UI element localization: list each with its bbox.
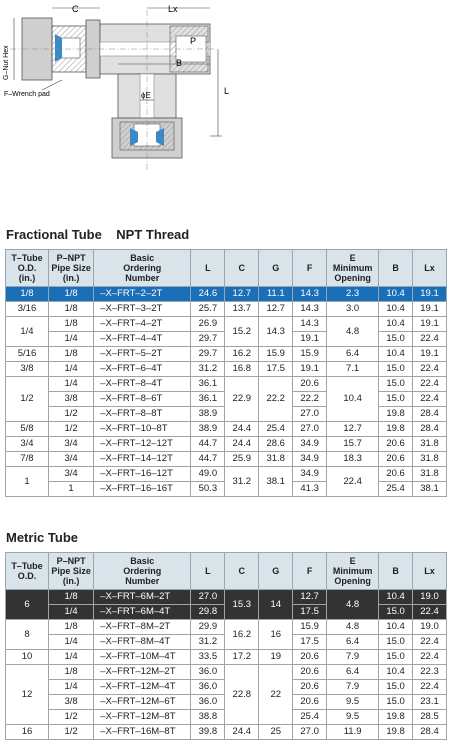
cell-lx: 28.4 xyxy=(413,407,447,422)
table-header-row xyxy=(6,250,447,287)
cell-p: 1 xyxy=(48,482,93,497)
cell-c: 16.8 xyxy=(225,362,259,377)
cell-t: 16 xyxy=(6,725,49,740)
column-header: F xyxy=(293,553,327,590)
fractional-row xyxy=(6,452,447,467)
cell-e: 4.8 xyxy=(327,620,379,635)
cell-e: 4.8 xyxy=(327,317,379,347)
cell-t: 7/8 xyxy=(6,452,49,467)
cell-l: 44.7 xyxy=(191,437,225,452)
cell-num: –X–FRT–12–12T xyxy=(94,437,191,452)
metric-title: Metric Tube xyxy=(6,530,78,545)
cell-l: 29.7 xyxy=(191,347,225,362)
fractional-row xyxy=(6,287,447,302)
cell-num: –X–FRT–4–2T xyxy=(94,317,191,332)
cell-l: 29.7 xyxy=(191,332,225,347)
cell-b: 19.8 xyxy=(379,710,413,725)
cell-g: 22 xyxy=(259,665,293,725)
cell-b: 15.0 xyxy=(379,377,413,392)
cell-lx: 31.8 xyxy=(413,467,447,482)
cell-l: 25.7 xyxy=(191,302,225,317)
cell-f: 20.6 xyxy=(293,695,327,710)
cell-c: 31.2 xyxy=(225,467,259,497)
cell-f: 22.2 xyxy=(293,392,327,407)
table-header-row xyxy=(6,553,447,590)
cell-b: 10.4 xyxy=(379,287,413,302)
cell-b: 10.4 xyxy=(379,302,413,317)
cell-l: 29.9 xyxy=(191,620,225,635)
cell-f: 41.3 xyxy=(293,482,327,497)
cell-f: 17.5 xyxy=(293,635,327,650)
column-header: E Minimum Opening xyxy=(327,553,379,590)
cell-e: 3.0 xyxy=(327,302,379,317)
cell-g: 28.6 xyxy=(259,437,293,452)
cell-num: –X–FRT–12M–8T xyxy=(94,710,191,725)
cell-c: 16.2 xyxy=(225,347,259,362)
cell-c: 24.4 xyxy=(225,437,259,452)
cell-b: 20.6 xyxy=(379,467,413,482)
cell-b: 15.0 xyxy=(379,332,413,347)
column-header: B xyxy=(379,250,413,287)
cell-p: 1/8 xyxy=(48,665,93,680)
fractional-title: Fractional Tube NPT Thread xyxy=(6,227,190,242)
cell-lx: 22.4 xyxy=(413,377,447,392)
cell-lx: 38.1 xyxy=(413,482,447,497)
cell-p: 3/8 xyxy=(48,392,93,407)
cell-num: –X–FRT–8M–4T xyxy=(94,635,191,650)
cell-f: 14.3 xyxy=(293,287,327,302)
cell-e: 18.3 xyxy=(327,452,379,467)
cell-g: 11.1 xyxy=(259,287,293,302)
cell-f: 17.5 xyxy=(293,605,327,620)
cell-p: 1/4 xyxy=(48,635,93,650)
column-header: Basic Ordering Number xyxy=(94,250,191,287)
cell-f: 19.1 xyxy=(293,332,327,347)
cell-e: 12.7 xyxy=(327,422,379,437)
cell-f: 25.4 xyxy=(293,710,327,725)
cell-num: –X–FRT–16M–8T xyxy=(94,725,191,740)
label-e: ϕE xyxy=(141,91,151,100)
cell-lx: 22.4 xyxy=(413,680,447,695)
cell-l: 31.2 xyxy=(191,635,225,650)
cell-e: 2.3 xyxy=(327,287,379,302)
cell-b: 20.6 xyxy=(379,452,413,467)
cell-t: 3/16 xyxy=(6,302,49,317)
cell-e: 9.5 xyxy=(327,710,379,725)
cell-num: –X–FRT–6M–2T xyxy=(94,590,191,605)
column-header: T–Tube O.D. (in.) xyxy=(6,250,49,287)
fractional-row xyxy=(6,467,447,482)
cell-t: 1 xyxy=(6,467,49,497)
cell-lx: 22.4 xyxy=(413,635,447,650)
cell-c: 16.2 xyxy=(225,620,259,650)
metric-table xyxy=(5,552,447,740)
cell-num: –X–FRT–12M–6T xyxy=(94,695,191,710)
cell-num: –X–FRT–8–4T xyxy=(94,377,191,392)
cell-l: 38.9 xyxy=(191,407,225,422)
cell-lx: 28.5 xyxy=(413,710,447,725)
cell-g: 22.2 xyxy=(259,377,293,422)
cell-num: –X–FRT–2–2T xyxy=(94,287,191,302)
cell-l: 26.9 xyxy=(191,317,225,332)
cell-f: 34.9 xyxy=(293,452,327,467)
cell-b: 20.6 xyxy=(379,437,413,452)
cell-g: 16 xyxy=(259,620,293,650)
column-header: Basic Ordering Number xyxy=(94,553,191,590)
column-header: Lx xyxy=(413,553,447,590)
cell-b: 15.0 xyxy=(379,635,413,650)
cell-g: 25 xyxy=(259,725,293,740)
cell-g: 31.8 xyxy=(259,452,293,467)
cell-f: 27.0 xyxy=(293,725,327,740)
cell-t: 1/4 xyxy=(6,317,49,347)
cell-b: 10.4 xyxy=(379,347,413,362)
cell-b: 15.0 xyxy=(379,680,413,695)
metric-row xyxy=(6,665,447,680)
cell-p: 3/4 xyxy=(48,467,93,482)
cell-c: 22.8 xyxy=(225,665,259,725)
cell-num: –X–FRT–8–6T xyxy=(94,392,191,407)
cell-num: –X–FRT–12M–4T xyxy=(94,680,191,695)
cell-f: 19.1 xyxy=(293,362,327,377)
metric-row xyxy=(6,650,447,665)
cell-t: 3/4 xyxy=(6,437,49,452)
cell-g: 17.5 xyxy=(259,362,293,377)
cell-l: 36.1 xyxy=(191,377,225,392)
cell-l: 29.8 xyxy=(191,605,225,620)
column-header: G xyxy=(259,553,293,590)
cell-lx: 22.3 xyxy=(413,665,447,680)
cell-f: 15.9 xyxy=(293,620,327,635)
cell-lx: 19.1 xyxy=(413,317,447,332)
label-b: B xyxy=(176,58,183,68)
metric-row xyxy=(6,590,447,605)
cell-c: 25.9 xyxy=(225,452,259,467)
cell-b: 15.0 xyxy=(379,650,413,665)
cell-num: –X–FRT–3–2T xyxy=(94,302,191,317)
cell-l: 36.0 xyxy=(191,695,225,710)
cell-b: 15.0 xyxy=(379,392,413,407)
cell-num: –X–FRT–6–4T xyxy=(94,362,191,377)
column-header: L xyxy=(191,250,225,287)
cell-lx: 22.4 xyxy=(413,362,447,377)
cell-t: 6 xyxy=(6,590,49,620)
column-header: P–NPT Pipe Size (in.) xyxy=(48,553,93,590)
column-header: C xyxy=(225,250,259,287)
fractional-row xyxy=(6,362,447,377)
cell-b: 15.0 xyxy=(379,605,413,620)
cell-l: 50.3 xyxy=(191,482,225,497)
cell-p: 1/2 xyxy=(48,725,93,740)
cell-e: 7.1 xyxy=(327,362,379,377)
column-header: C xyxy=(225,553,259,590)
column-header: T–Tube O.D. xyxy=(6,553,49,590)
cell-b: 19.8 xyxy=(379,725,413,740)
cell-e: 22.4 xyxy=(327,467,379,497)
cell-p: 1/8 xyxy=(48,287,93,302)
cell-l: 36.1 xyxy=(191,392,225,407)
cell-l: 31.2 xyxy=(191,362,225,377)
cell-lx: 19.0 xyxy=(413,620,447,635)
cell-lx: 19.0 xyxy=(413,590,447,605)
cell-t: 5/8 xyxy=(6,422,49,437)
cell-b: 10.4 xyxy=(379,620,413,635)
column-header: P–NPT Pipe Size (in.) xyxy=(48,250,93,287)
cell-lx: 28.4 xyxy=(413,725,447,740)
fractional-table xyxy=(5,249,447,497)
cell-l: 44.7 xyxy=(191,452,225,467)
label-p: P xyxy=(190,36,197,46)
cell-g: 14 xyxy=(259,590,293,620)
cell-t: 1/2 xyxy=(6,377,49,422)
metric-row xyxy=(6,725,447,740)
cell-b: 15.0 xyxy=(379,362,413,377)
cell-t: 5/16 xyxy=(6,347,49,362)
cell-e: 4.8 xyxy=(327,590,379,620)
cell-b: 15.0 xyxy=(379,695,413,710)
cell-p: 1/4 xyxy=(48,650,93,665)
cell-g: 38.1 xyxy=(259,467,293,497)
cell-l: 49.0 xyxy=(191,467,225,482)
cell-num: –X–FRT–16–16T xyxy=(94,482,191,497)
cell-p: 3/4 xyxy=(48,452,93,467)
cell-p: 3/4 xyxy=(48,437,93,452)
cell-p: 1/2 xyxy=(48,710,93,725)
fitting-drawing xyxy=(0,0,452,200)
cell-p: 1/8 xyxy=(48,590,93,605)
cell-b: 10.4 xyxy=(379,665,413,680)
column-header: F xyxy=(293,250,327,287)
cell-num: –X–FRT–6M–4T xyxy=(94,605,191,620)
cell-l: 36.0 xyxy=(191,680,225,695)
cell-lx: 28.4 xyxy=(413,422,447,437)
cell-lx: 19.1 xyxy=(413,287,447,302)
cell-b: 10.4 xyxy=(379,590,413,605)
cell-num: –X–FRT–5–2T xyxy=(94,347,191,362)
cell-p: 1/4 xyxy=(48,362,93,377)
cell-e: 7.9 xyxy=(327,680,379,695)
cell-lx: 31.8 xyxy=(413,437,447,452)
fractional-row xyxy=(6,377,447,392)
label-f: F–Wrench pad xyxy=(4,91,50,98)
cell-e: 9.5 xyxy=(327,695,379,710)
label-lx: Lx xyxy=(168,4,178,14)
cell-c: 22.9 xyxy=(225,377,259,422)
fractional-row xyxy=(6,437,447,452)
cell-f: 20.6 xyxy=(293,377,327,392)
cell-p: 1/4 xyxy=(48,605,93,620)
cell-f: 20.6 xyxy=(293,680,327,695)
cell-lx: 22.4 xyxy=(413,605,447,620)
cell-lx: 19.1 xyxy=(413,302,447,317)
cell-b: 19.8 xyxy=(379,422,413,437)
cell-e: 10.4 xyxy=(327,377,379,422)
cell-l: 36.0 xyxy=(191,665,225,680)
cell-c: 17.2 xyxy=(225,650,259,665)
fractional-row xyxy=(6,317,447,332)
cell-num: –X–FRT–8M–2T xyxy=(94,620,191,635)
column-header: L xyxy=(191,553,225,590)
cell-p: 1/4 xyxy=(48,680,93,695)
cell-lx: 22.4 xyxy=(413,392,447,407)
cell-c: 13.7 xyxy=(225,302,259,317)
cell-lx: 23.1 xyxy=(413,695,447,710)
cell-g: 14.3 xyxy=(259,317,293,347)
column-header: Lx xyxy=(413,250,447,287)
cell-e: 6.4 xyxy=(327,347,379,362)
cell-lx: 22.4 xyxy=(413,332,447,347)
cell-e: 15.7 xyxy=(327,437,379,452)
fractional-row xyxy=(6,347,447,362)
cell-p: 1/4 xyxy=(48,332,93,347)
cell-f: 20.6 xyxy=(293,665,327,680)
cell-b: 19.8 xyxy=(379,407,413,422)
cell-p: 1/8 xyxy=(48,317,93,332)
cell-f: 15.9 xyxy=(293,347,327,362)
column-header: E Minimum Opening xyxy=(327,250,379,287)
cell-c: 24.4 xyxy=(225,725,259,740)
cell-g: 12.7 xyxy=(259,302,293,317)
cell-c: 15.3 xyxy=(225,590,259,620)
cell-l: 27.0 xyxy=(191,590,225,605)
column-header: B xyxy=(379,553,413,590)
cell-lx: 19.1 xyxy=(413,347,447,362)
cell-l: 39.8 xyxy=(191,725,225,740)
label-c: C xyxy=(72,4,79,14)
cell-f: 27.0 xyxy=(293,407,327,422)
cell-lx: 31.8 xyxy=(413,452,447,467)
metric-row xyxy=(6,620,447,635)
cell-num: –X–FRT–8–8T xyxy=(94,407,191,422)
label-g: G–Nut Hex xyxy=(3,45,10,80)
cell-l: 38.8 xyxy=(191,710,225,725)
cell-t: 10 xyxy=(6,650,49,665)
cell-f: 20.6 xyxy=(293,650,327,665)
cell-f: 14.3 xyxy=(293,317,327,332)
cell-num: –X–FRT–14–12T xyxy=(94,452,191,467)
cell-b: 10.4 xyxy=(379,317,413,332)
cell-l: 24.6 xyxy=(191,287,225,302)
cell-lx: 22.4 xyxy=(413,650,447,665)
cell-p: 1/4 xyxy=(48,377,93,392)
cell-g: 19 xyxy=(259,650,293,665)
cell-f: 12.7 xyxy=(293,590,327,605)
cell-num: –X–FRT–12M–2T xyxy=(94,665,191,680)
fractional-row xyxy=(6,302,447,317)
cell-c: 24.4 xyxy=(225,422,259,437)
cell-t: 3/8 xyxy=(6,362,49,377)
cell-e: 6.4 xyxy=(327,635,379,650)
cell-f: 27.0 xyxy=(293,422,327,437)
cell-b: 25.4 xyxy=(379,482,413,497)
cell-g: 15.9 xyxy=(259,347,293,362)
cell-p: 1/2 xyxy=(48,407,93,422)
cell-num: –X–FRT–10M–4T xyxy=(94,650,191,665)
cell-num: –X–FRT–4–4T xyxy=(94,332,191,347)
cell-num: –X–FRT–10–8T xyxy=(94,422,191,437)
cell-p: 1/8 xyxy=(48,302,93,317)
cell-p: 1/8 xyxy=(48,620,93,635)
cell-e: 7.9 xyxy=(327,650,379,665)
column-header: G xyxy=(259,250,293,287)
cell-e: 11.9 xyxy=(327,725,379,740)
cell-c: 12.7 xyxy=(225,287,259,302)
cell-t: 12 xyxy=(6,665,49,725)
cell-f: 14.3 xyxy=(293,302,327,317)
cell-f: 34.9 xyxy=(293,437,327,452)
cell-num: –X–FRT–16–12T xyxy=(94,467,191,482)
cell-t: 1/8 xyxy=(6,287,49,302)
cell-l: 38.9 xyxy=(191,422,225,437)
cell-p: 1/2 xyxy=(48,422,93,437)
cell-p: 3/8 xyxy=(48,695,93,710)
cell-e: 6.4 xyxy=(327,665,379,680)
fractional-row xyxy=(6,422,447,437)
cell-g: 25.4 xyxy=(259,422,293,437)
cell-l: 33.5 xyxy=(191,650,225,665)
cell-f: 34.9 xyxy=(293,467,327,482)
cell-t: 8 xyxy=(6,620,49,650)
cell-p: 1/8 xyxy=(48,347,93,362)
cell-c: 15.2 xyxy=(225,317,259,347)
label-l: L xyxy=(224,86,230,96)
